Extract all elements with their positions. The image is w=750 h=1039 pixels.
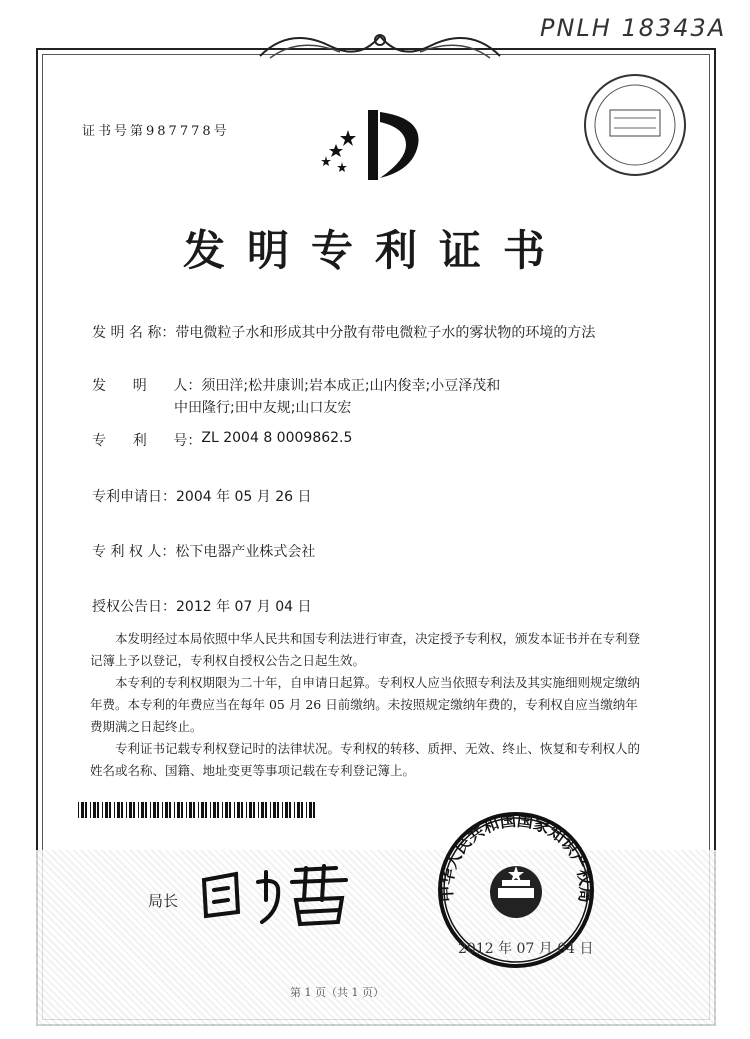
patent-office-emblem [308, 100, 438, 190]
certificate-title: 发明专利证书 [182, 226, 567, 275]
inventors-label: 发 明 人： [92, 378, 202, 394]
invention-title-field [92, 322, 595, 342]
body-paragraph: 专利证书记载专利权登记时的法律状况。专利权的转移、质押、无效、终止、恢复和专利权人的姓名或名称、国籍、地址变更等事项记载在专利登记簿上。 [90, 741, 641, 778]
grant-date-value: 2012 年 07 月 04 日 [176, 599, 312, 615]
invention-title-value: 带电微粒子水和形成其中分散有带电微粒子水的雾状物的环境的方法 [175, 325, 596, 341]
director-label: 局长 [148, 892, 179, 910]
top-ornament [250, 26, 510, 66]
body-paragraph: 本发明经过本局依照中华人民共和国专利法进行审查，决定授予专利权，颁发本证书并在专利登记簿上予以登记，专利权自授权公告之日起生效。 [90, 631, 641, 668]
barcode [78, 802, 318, 818]
inventors-field [92, 375, 500, 395]
agency-stamp [580, 70, 690, 180]
filing-date-field [92, 486, 312, 506]
certificate-number: 证书号第987778号 [82, 124, 230, 139]
director-signature [196, 860, 356, 930]
certificate-body [90, 628, 650, 782]
body-paragraph: 本专利的专利权期限为二十年，自申请日起算。专利权人应当依照专利法及其实施细则规定缴纳年费。本专利的年费应当在每年 05 月 26 日前缴纳。未按照规定缴纳年费的，专利权自应当缴纳年费期满之日起终止。 [90, 675, 641, 734]
grant-date-label: 授权公告日： [92, 599, 176, 615]
seal-text: 中华人民共和国国家知识产权局 [436, 810, 596, 904]
inventors-value-continued: 中田隆行;田中友规;山口友宏 [174, 400, 352, 416]
grant-date-field [92, 596, 312, 616]
patentee-field [92, 541, 315, 561]
invention-title-label: 发 明 名 称： [92, 325, 176, 341]
filing-date-label: 专利申请日： [92, 489, 176, 505]
patent-number-field [92, 430, 352, 450]
page-number: 第 1 页（共 1 页） [290, 986, 384, 999]
patent-number-label: 专 利 号： [92, 433, 202, 449]
seal-date: 2012 年 07 月 04 日 [458, 941, 594, 957]
handwritten-reference: PNLH 18343A [540, 14, 727, 42]
patent-number-value: ZL 2004 8 0009862.5 [201, 430, 353, 446]
patentee-value: 松下电器产业株式会社 [175, 544, 316, 560]
inventors-value: 须田洋;松井康训;岩本成正;山内俊幸;小豆泽茂和 [201, 378, 501, 394]
patentee-label: 专 利 权 人： [92, 544, 176, 560]
filing-date-value: 2004 年 05 月 26 日 [176, 489, 312, 505]
